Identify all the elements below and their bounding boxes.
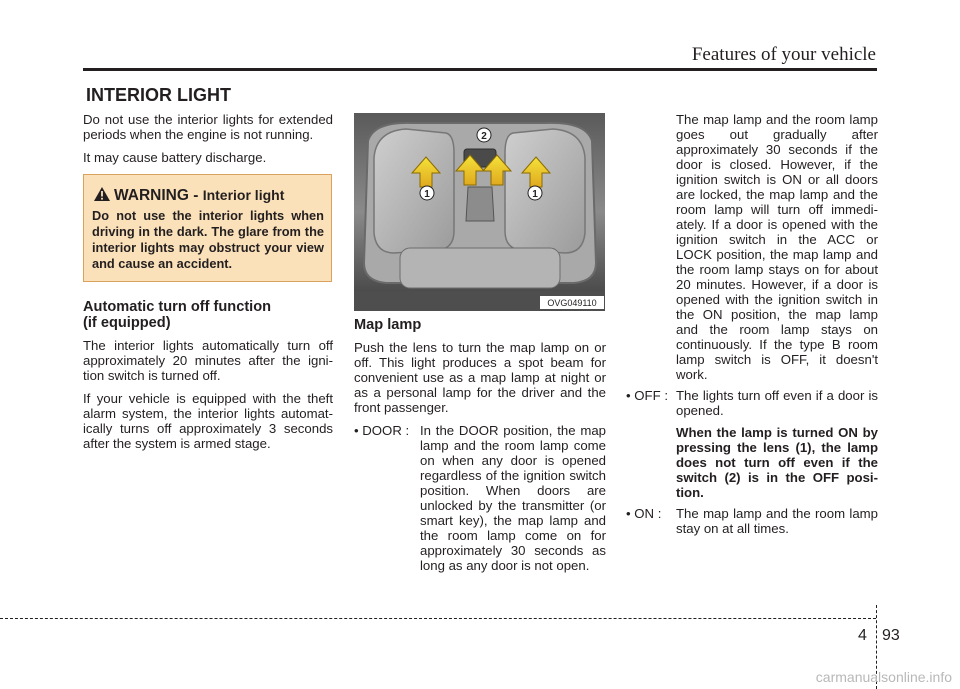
on-text: The map lamp and the room lamp stay on at all times. <box>676 506 878 536</box>
watermark: carmanualsonline.info <box>815 669 952 685</box>
auto-off-section <box>83 299 333 459</box>
header-rule <box>83 68 877 71</box>
map-lamp-photo <box>354 113 605 311</box>
column-1 <box>83 112 333 173</box>
door-continued: The map lamp and the room lamp goes out gradually after approximately 30 seconds if the door is closed. However, if the ignition switch is ON or all doors are locked, the map lamp and the room lamp will turn off immedi-ately. If a door is opened with the ignition switch in the ACC or LOCK position, the map lamp and the room lamp stays on for about 20 minutes. However, if a door is opened with the ignition switch in the ON position, the map lamp and the room lamp stays on continuously. If the type B room lamp switch is OFF, it doesn't work. <box>676 112 878 382</box>
auto-off-title: Automatic turn off function (if equipped) <box>83 299 272 331</box>
map-lamp-paragraph: Push the lens to turn the map lamp on or off. This light produces a spot beam for convenient use as a map lamp at night or as a personal lamp for the driver and the front passenger. <box>354 340 606 415</box>
auto-off-paragraph-1: The interior lights automatically turn off approximately 20 minutes after the igni-tion switch is turned off. <box>83 338 333 383</box>
on-item <box>626 506 878 536</box>
figure-code: OVG049110 <box>547 298 597 308</box>
door-item <box>354 423 606 573</box>
off-text: The lights turn off even if a door is opened. <box>676 388 878 418</box>
warning-box <box>83 174 332 282</box>
running-header: Features of your vehicle <box>691 44 876 65</box>
column-2 <box>354 317 606 579</box>
footer-rule <box>0 618 876 619</box>
off-item <box>626 388 878 500</box>
auto-off-paragraph-2: If your vehicle is equipped with the theft alarm system, the interior lights automat-ically turns off approximately 3 seconds after the system is armed stage. <box>83 391 333 451</box>
callout-2: 2 <box>481 131 487 142</box>
intro-paragraph-1: Do not use the interior lights for extended periods when the engine is not running. <box>83 112 333 142</box>
callout-1-left: 1 <box>424 189 430 200</box>
door-label: • DOOR : <box>354 423 410 438</box>
on-label: • ON : <box>626 506 662 521</box>
warning-text: Do not use the interior lights when driving in the dark. The glare from the interior lights may obstruct your view and cause an accident. <box>92 208 324 271</box>
off-label: • OFF : <box>626 388 668 403</box>
page-number: 93 <box>882 627 900 644</box>
chapter-number: 4 <box>858 627 867 644</box>
door-text: In the DOOR position, the map lamp and the room lamp come on when any door is opened regardless of the ignition switch position. When doors are unlocked by the transmitter (or smart key), the map lamp and the room lamp come on for approximately 30 seconds as long as any door is not open. <box>420 423 606 573</box>
section-title: INTERIOR LIGHT <box>86 85 231 105</box>
column-3 <box>626 112 878 542</box>
off-note: When the lamp is turned ON by pressing the lens (1), the lamp does not turn off even if the switch (2) is in the OFF posi-tion. <box>676 425 878 500</box>
callout-1-right: 1 <box>532 189 538 200</box>
warning-title: WARNING - Interior light <box>114 187 285 204</box>
warning-triangle-icon <box>93 186 111 202</box>
map-lamp-title: Map lamp <box>354 317 422 333</box>
warning-subtitle: Interior light <box>202 187 285 203</box>
intro-paragraph-2: It may cause battery discharge. <box>83 150 267 165</box>
